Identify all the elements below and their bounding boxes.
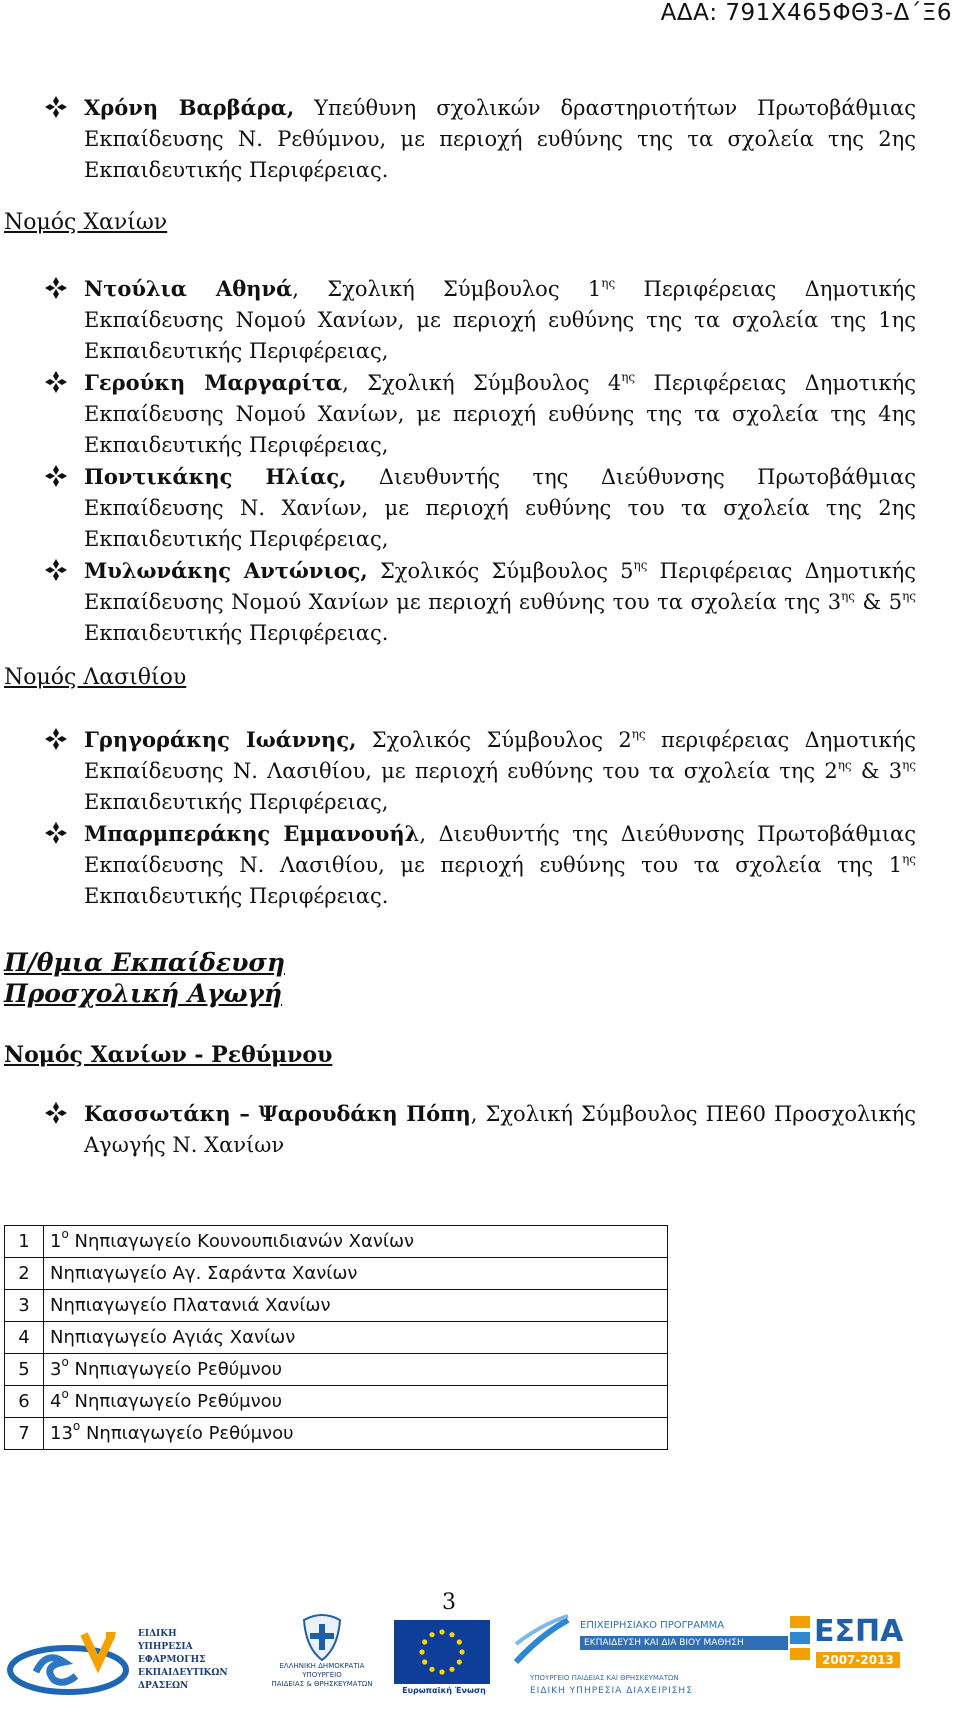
page-number: 3 — [442, 1590, 456, 1615]
eu-flag-icon — [394, 1620, 490, 1690]
kindergarten-name: $3^o$ Νηπιαγωγείο Ρεθύμνου — [44, 1354, 668, 1386]
section-heading-lasithi: Νομός Λασιθίου — [4, 665, 187, 690]
list-item: Γερούκη Μαργαρίτα, Σχολική Σύμβουλος $4^{\eta\varsigma}$ Περιφέρειας Δημοτικής Εκπαίδευσης Νομού Χανίων, με περιοχή ευθύνης της τα σχολεία της 4ης Εκπαιδευτικής Περιφέρειας, — [4, 367, 916, 461]
espa-title: ΕΣΠΑ — [814, 1614, 904, 1649]
op-sub2: ΕΙΔΙΚΗ ΥΠΗΡΕΣΙΑ ΔΙΑΧΕΙΡΙΣΗΣ — [530, 1686, 693, 1696]
diamond-bullet-icon — [44, 464, 68, 488]
list-item: Χρόνη Βαρβάρα, Υπεύθυνη σχολικών δραστηριοτήτων Πρωτοβάθμιας Εκπαίδευσης Ν. Ρεθύμνου, με περιοχή ευθύνης της τα σχολεία της 2ης Εκπαιδευτικής Περιφέρειας. — [4, 92, 916, 186]
kindergarten-name: Νηπιαγωγείο Πλατανιά Χανίων — [44, 1290, 668, 1322]
greek-emblem-icon — [300, 1610, 344, 1662]
person-name: Μυλωνάκης Αντώνιος, — [84, 558, 368, 583]
row-number: 3 — [5, 1290, 44, 1322]
section-heading-preschool: Προσχολική Αγωγή — [4, 979, 283, 1008]
ada-code: ΑΔΑ: 791Χ465ΦΘ3-Δ΄Ξ6 — [660, 0, 952, 26]
table-row — [5, 1386, 668, 1418]
list-item: Ποντικάκης Ηλίας, Διευθυντής της Διεύθυνσης Πρωτοβάθμιας Εκπαίδευσης Ν. Χανίων, με περιοχή ευθύνης του τα σχολεία της 2ης Εκπαιδευτικής Περιφέρειας, — [4, 461, 916, 555]
eye-caption: ΕΙΔΙΚΗ ΥΠΗΡΕΣΙΑ ΕΦΑΡΜΟΓΗΣ ΕΚΠΑΙΔΕΥΤΙΚΩΝ ΔΡΑΣΕΩΝ — [138, 1629, 228, 1691]
eu-star — [422, 1659, 427, 1664]
op-logo-icon — [512, 1614, 572, 1674]
espa-years: 2007-2013 — [816, 1652, 900, 1668]
diamond-bullet-icon — [44, 95, 68, 119]
eu-star — [429, 1667, 434, 1672]
espa-stripes-icon — [790, 1616, 810, 1670]
eu-star — [449, 1667, 454, 1672]
kindergarten-name: Νηπιαγωγείο Αγιάς Χανίων — [44, 1322, 668, 1354]
list-item: Γρηγοράκης Ιωάννης, Σχολικός Σύμβουλος $2^{\eta\varsigma}$ περιφέρειας Δημοτικής Εκπαίδευσης Ν. Λασιθίου, με περιοχή ευθύνης του τα σχολεία της $2^{\eta\varsigma}$ & $3^{\eta\varsigma}$ Εκπαιδευτικής Περιφέρειας, — [4, 724, 916, 818]
kindergarten-name: $4^o$ Νηπιαγωγείο Ρεθύμνου — [44, 1386, 668, 1418]
person-name: Μπαρμπεράκης Εμμανουήλ — [84, 821, 420, 846]
op-title: ΕΠΙΧΕΙΡΗΣΙΑΚΟ ΠΡΟΓΡΑΜΜΑ — [580, 1620, 725, 1631]
kindergarten-name: $1^o$ Νηπιαγωγείο Κουνουπιδιανών Χανίων — [44, 1226, 668, 1258]
eu-caption: Ευρωπαϊκή Ένωση — [402, 1686, 486, 1695]
list-item: Ντούλια Αθηνά, Σχολική Σύμβουλος $1^{\eta\varsigma}$ Περιφέρειας Δημοτικής Εκπαίδευσης Νομού Χανίων, με περιοχή ευθύνης της τα σχολεία της 1ης Εκπαιδευτικής Περιφέρειας, — [4, 273, 916, 367]
table-row — [5, 1258, 668, 1290]
person-name: Γρηγοράκης Ιωάννης, — [84, 727, 357, 752]
eu-star — [422, 1639, 427, 1644]
eu-star — [459, 1649, 464, 1654]
footer-logos — [0, 1600, 960, 1710]
row-number: 2 — [5, 1258, 44, 1290]
person-name: Ποντικάκης Ηλίας, — [84, 464, 347, 489]
ministry-caption: ΕΛΛΗΝΙΚΗ ΔΗΜΟΚΡΑΤΙΑ ΥΠΟΥΡΓΕΙΟ ΠΑΙΔΕΙΑΣ & ΘΡΗΣΚΕΥΜΑΤΩΝ — [271, 1662, 373, 1688]
person-name: Ντούλια Αθηνά — [84, 276, 293, 301]
diamond-bullet-icon — [44, 821, 68, 845]
kindergarten-name: $13^o$ Νηπιαγωγείο Ρεθύμνου — [44, 1418, 668, 1450]
person-name: Κασσωτάκη – Ψαρουδάκη Πόπη — [84, 1101, 471, 1126]
table-row — [5, 1290, 668, 1322]
eu-star — [429, 1632, 434, 1637]
list-item: Μπαρμπεράκης Εμμανουήλ, Διευθυντής της Διεύθυνσης Πρωτοβάθμιας Εκπαίδευσης Ν. Λασιθίου, με περιοχή ευθύνης του τα σχολεία της $1^{\eta\varsigma}$ Εκπαιδευτικής Περιφέρειας. — [4, 818, 916, 912]
diamond-bullet-icon — [44, 1101, 68, 1125]
person-name: Χρόνη Βαρβάρα, — [84, 95, 295, 120]
eu-star — [457, 1639, 462, 1644]
diamond-bullet-icon — [44, 727, 68, 751]
table-row — [5, 1418, 668, 1450]
row-number: 7 — [5, 1418, 44, 1450]
section-heading-pthmia: Π/θμια Εκπαίδευση — [4, 948, 286, 977]
diamond-bullet-icon — [44, 276, 68, 300]
op-name: ΕΚΠΑΙΔΕΥΣΗ ΚΑΙ ΔΙΑ ΒΙΟΥ ΜΑΘΗΣΗ — [580, 1636, 788, 1650]
person-name: Γερούκη Μαργαρίτα — [84, 370, 343, 395]
eu-star — [439, 1669, 444, 1674]
table-row — [5, 1322, 668, 1354]
row-number: 1 — [5, 1226, 44, 1258]
eu-star — [439, 1629, 444, 1634]
row-number: 4 — [5, 1322, 44, 1354]
kindergarten-table — [4, 1225, 668, 1450]
eu-star — [449, 1632, 454, 1637]
section-heading-chania-rethymno: Νομός Χανίων - Ρεθύμνου — [4, 1042, 333, 1068]
diamond-bullet-icon — [44, 558, 68, 582]
table-row — [5, 1354, 668, 1386]
eye-logo-icon — [6, 1614, 136, 1706]
row-number: 5 — [5, 1354, 44, 1386]
list-item: Μυλωνάκης Αντώνιος, Σχολικός Σύμβουλος $5^{\eta\varsigma}$ Περιφέρειας Δημοτικής Εκπαίδευσης Νομού Χανίων με περιοχή ευθύνης του τα σχολεία της $3^{\eta\varsigma}$ & $5^{\eta\varsigma}$ Εκπαιδευτικής Περιφέρειας. — [4, 555, 916, 649]
section-heading-chania: Νομός Χανίων — [4, 210, 168, 235]
table-body — [5, 1226, 668, 1450]
row-number: 6 — [5, 1386, 44, 1418]
table-row — [5, 1226, 668, 1258]
kindergarten-name: Νηπιαγωγείο Αγ. Σαράντα Χανίων — [44, 1258, 668, 1290]
eu-star — [419, 1649, 424, 1654]
diamond-bullet-icon — [44, 370, 68, 394]
document-body — [4, 92, 916, 1161]
op-sub: ΥΠΟΥΡΓΕΙΟ ΠΑΙΔΕΙΑΣ ΚΑΙ ΘΡΗΣΚΕΥΜΑΤΩΝ — [530, 1674, 679, 1682]
list-item: Κασσωτάκη – Ψαρουδάκη Πόπη, Σχολική Σύμβουλος ΠΕ60 Προσχολικής Αγωγής Ν. Χανίων — [4, 1098, 916, 1161]
eu-star — [457, 1659, 462, 1664]
